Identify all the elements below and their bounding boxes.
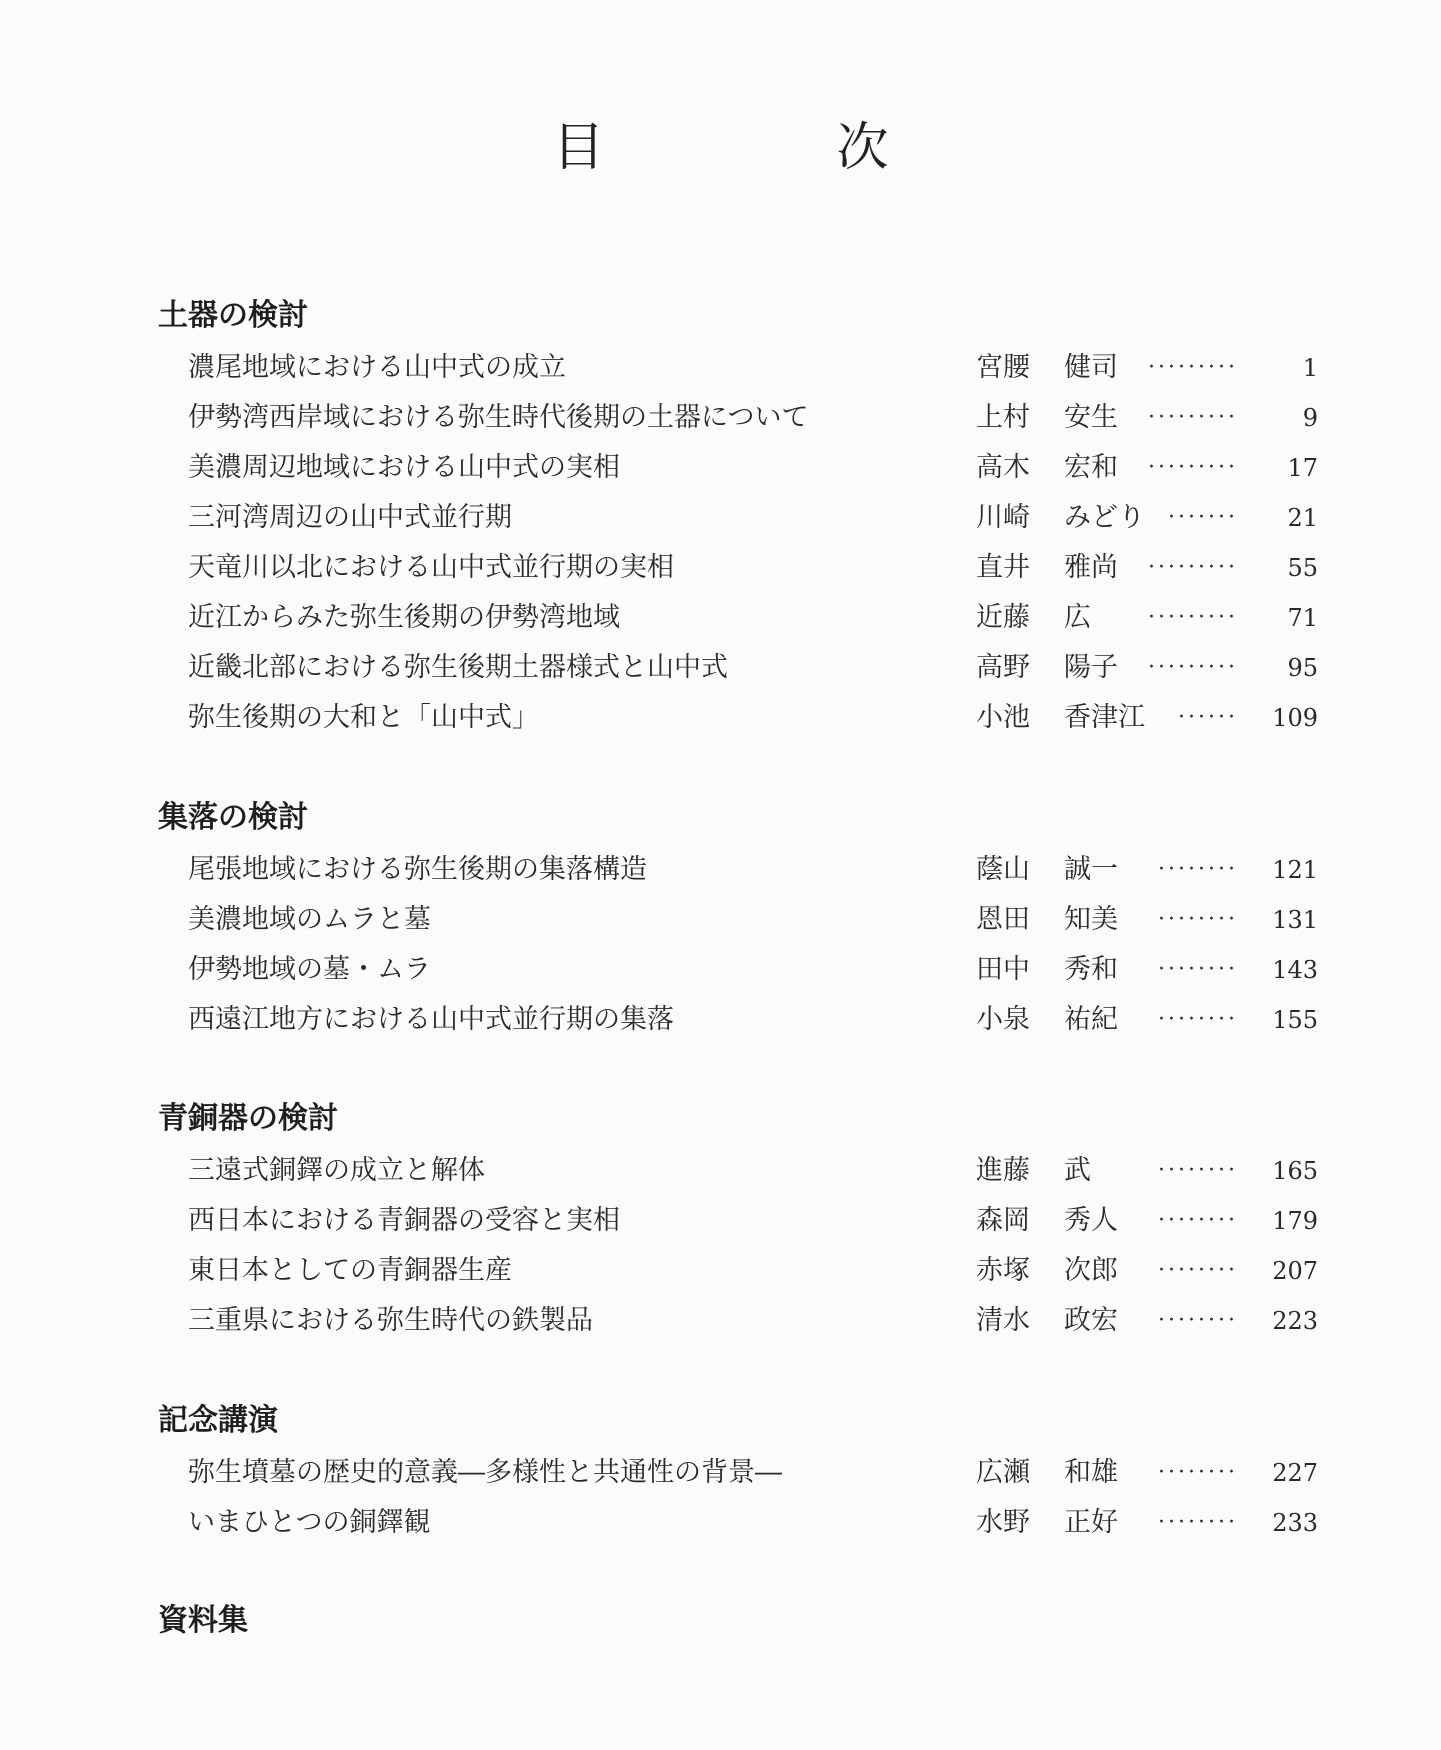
dot-leader: ········ — [1158, 1258, 1238, 1283]
dot-leader: ······· — [1168, 505, 1238, 530]
toc-entry[interactable] — [158, 1448, 1318, 1498]
toc-entry[interactable] — [158, 995, 1318, 1045]
page-number: 1 — [1302, 354, 1318, 382]
entry-author — [976, 1498, 1118, 1548]
entry-title: 美濃地域のムラと墓 — [188, 904, 431, 935]
author-given: 香津江 — [1064, 702, 1145, 733]
toc-entry[interactable] — [158, 693, 1318, 743]
author-given: 秀人 — [1064, 1205, 1118, 1236]
toc-entry[interactable] — [158, 593, 1318, 643]
author-surname: 高野 — [976, 652, 1030, 683]
page-number: 223 — [1272, 1307, 1318, 1335]
toc-entry[interactable] — [158, 1296, 1318, 1346]
toc-entry[interactable] — [158, 895, 1318, 945]
entry-title: 西遠江地方における山中式並行期の集落 — [188, 1004, 674, 1035]
entry-title: 尾張地域における弥生後期の集落構造 — [188, 854, 647, 885]
dot-leader: ········ — [1158, 1510, 1238, 1535]
dot-leader: ········ — [1158, 1208, 1238, 1233]
page-number: 109 — [1272, 704, 1318, 732]
section-doki — [158, 293, 1318, 743]
page-title: 目 次 — [552, 118, 979, 178]
page-number: 165 — [1272, 1157, 1318, 1185]
toc-entry[interactable] — [158, 845, 1318, 895]
author-given: 誠一 — [1064, 854, 1118, 885]
toc-entry[interactable] — [158, 643, 1318, 693]
entry-author — [976, 1296, 1118, 1346]
entry-title: 三重県における弥生時代の鉄製品 — [188, 1305, 593, 1336]
section-title: 集落の検討 — [158, 800, 308, 835]
entry-title: いまひとつの銅鐸観 — [188, 1507, 431, 1538]
toc-entry[interactable] — [158, 343, 1318, 393]
entry-author — [976, 845, 1118, 895]
author-surname: 森岡 — [976, 1205, 1030, 1236]
dot-leader: ········ — [1158, 907, 1238, 932]
author-surname: 上村 — [976, 402, 1030, 433]
dot-leader: ········· — [1148, 355, 1238, 380]
author-surname: 小泉 — [976, 1004, 1030, 1035]
entry-title: 東日本としての青銅器生産 — [188, 1255, 512, 1286]
section-shuraku — [158, 795, 1318, 1045]
toc-entry[interactable] — [158, 945, 1318, 995]
dot-leader: ······ — [1178, 705, 1238, 730]
section-title[interactable]: 資料集 — [158, 1603, 248, 1638]
dot-leader: ········· — [1148, 555, 1238, 580]
author-given: 安生 — [1064, 402, 1118, 433]
section-shiryoshu — [158, 1598, 1318, 1648]
author-surname: 赤塚 — [976, 1255, 1030, 1286]
page-number: 179 — [1272, 1207, 1318, 1235]
page-number: 143 — [1272, 956, 1318, 984]
entry-author — [976, 443, 1118, 493]
author-surname: 広瀬 — [976, 1457, 1030, 1488]
dot-leader: ········ — [1158, 1007, 1238, 1032]
page-number: 121 — [1272, 856, 1318, 884]
entry-title: 美濃周辺地域における山中式の実相 — [188, 452, 620, 483]
section-seidoki — [158, 1096, 1318, 1346]
author-surname: 恩田 — [976, 904, 1030, 935]
entry-author — [976, 593, 1091, 643]
page-number: 207 — [1272, 1257, 1318, 1285]
page-number: 227 — [1272, 1459, 1318, 1487]
entry-author — [976, 945, 1118, 995]
entry-author — [976, 393, 1118, 443]
entry-author — [976, 1246, 1118, 1296]
author-given: 雅尚 — [1064, 552, 1118, 583]
dot-leader: ········· — [1148, 455, 1238, 480]
entry-title: 西日本における青銅器の受容と実相 — [188, 1205, 620, 1236]
dot-leader: ········ — [1158, 1158, 1238, 1183]
author-surname: 田中 — [976, 954, 1030, 985]
entry-title: 近畿北部における弥生後期土器様式と山中式 — [188, 652, 728, 683]
author-given: 陽子 — [1064, 652, 1118, 683]
entry-author — [976, 895, 1118, 945]
author-given: 次郎 — [1064, 1255, 1118, 1286]
author-given: 政宏 — [1064, 1305, 1118, 1336]
entry-title: 弥生後期の大和と「山中式」 — [188, 702, 539, 733]
toc-entry[interactable] — [158, 1146, 1318, 1196]
toc-entry[interactable] — [158, 543, 1318, 593]
toc-entry[interactable] — [158, 1498, 1318, 1548]
entry-title: 弥生墳墓の歴史的意義―多様性と共通性の背景― — [188, 1457, 782, 1488]
dot-leader: ········ — [1158, 957, 1238, 982]
entry-author — [976, 343, 1118, 393]
toc-entry[interactable] — [158, 1246, 1318, 1296]
entry-title: 三遠式銅鐸の成立と解体 — [188, 1155, 485, 1186]
author-surname: 小池 — [976, 702, 1030, 733]
dot-leader: ········ — [1158, 1308, 1238, 1333]
author-surname: 蔭山 — [976, 854, 1030, 885]
author-given: 和雄 — [1064, 1457, 1118, 1488]
author-given: 正好 — [1064, 1507, 1118, 1538]
page-number: 95 — [1287, 654, 1318, 682]
author-surname: 進藤 — [976, 1155, 1030, 1186]
section-kinen-koen — [158, 1398, 1318, 1548]
page-number: 131 — [1272, 906, 1318, 934]
entry-title: 三河湾周辺の山中式並行期 — [188, 502, 512, 533]
page-number: 233 — [1272, 1509, 1318, 1537]
page-number: 9 — [1302, 404, 1318, 432]
page-number: 17 — [1287, 454, 1318, 482]
section-title: 青銅器の検討 — [158, 1101, 338, 1136]
author-given: みどり — [1064, 502, 1145, 533]
author-surname: 高木 — [976, 452, 1030, 483]
author-given: 広 — [1064, 602, 1091, 633]
entry-author — [976, 1196, 1118, 1246]
page-number: 155 — [1272, 1006, 1318, 1034]
author-given: 宏和 — [1064, 452, 1118, 483]
entry-author — [976, 493, 1145, 543]
section-title: 土器の検討 — [158, 298, 308, 333]
entry-author — [976, 1448, 1118, 1498]
dot-leader: ········· — [1148, 655, 1238, 680]
entry-author — [976, 1146, 1091, 1196]
dot-leader: ········· — [1148, 605, 1238, 630]
entry-title: 伊勢地域の墓・ムラ — [188, 954, 431, 985]
author-given: 武 — [1064, 1155, 1091, 1186]
page-number: 71 — [1287, 604, 1318, 632]
author-given: 秀和 — [1064, 954, 1118, 985]
dot-leader: ········· — [1148, 405, 1238, 430]
author-surname: 清水 — [976, 1305, 1030, 1336]
entry-title: 天竜川以北における山中式並行期の実相 — [188, 552, 674, 583]
author-surname: 宮腰 — [976, 352, 1030, 383]
author-surname: 近藤 — [976, 602, 1030, 633]
entry-title: 伊勢湾西岸域における弥生時代後期の土器について — [188, 402, 809, 433]
toc-entry[interactable] — [158, 443, 1318, 493]
author-given: 祐紀 — [1064, 1004, 1118, 1035]
dot-leader: ········ — [1158, 857, 1238, 882]
page-number: 21 — [1287, 504, 1318, 532]
author-surname: 水野 — [976, 1507, 1030, 1538]
entry-author — [976, 693, 1145, 743]
dot-leader: ········ — [1158, 1460, 1238, 1485]
entry-author — [976, 643, 1118, 693]
toc-entry[interactable] — [158, 493, 1318, 543]
author-surname: 川崎 — [976, 502, 1030, 533]
toc-entry[interactable] — [158, 1196, 1318, 1246]
author-surname: 直井 — [976, 552, 1030, 583]
author-given: 健司 — [1064, 352, 1118, 383]
author-given: 知美 — [1064, 904, 1118, 935]
entry-author — [976, 995, 1118, 1045]
toc-entry[interactable] — [158, 393, 1318, 443]
section-title: 記念講演 — [158, 1403, 278, 1438]
page-number: 55 — [1287, 554, 1318, 582]
entry-title: 濃尾地域における山中式の成立 — [188, 352, 566, 383]
entry-title: 近江からみた弥生後期の伊勢湾地域 — [188, 602, 620, 633]
entry-author — [976, 543, 1118, 593]
